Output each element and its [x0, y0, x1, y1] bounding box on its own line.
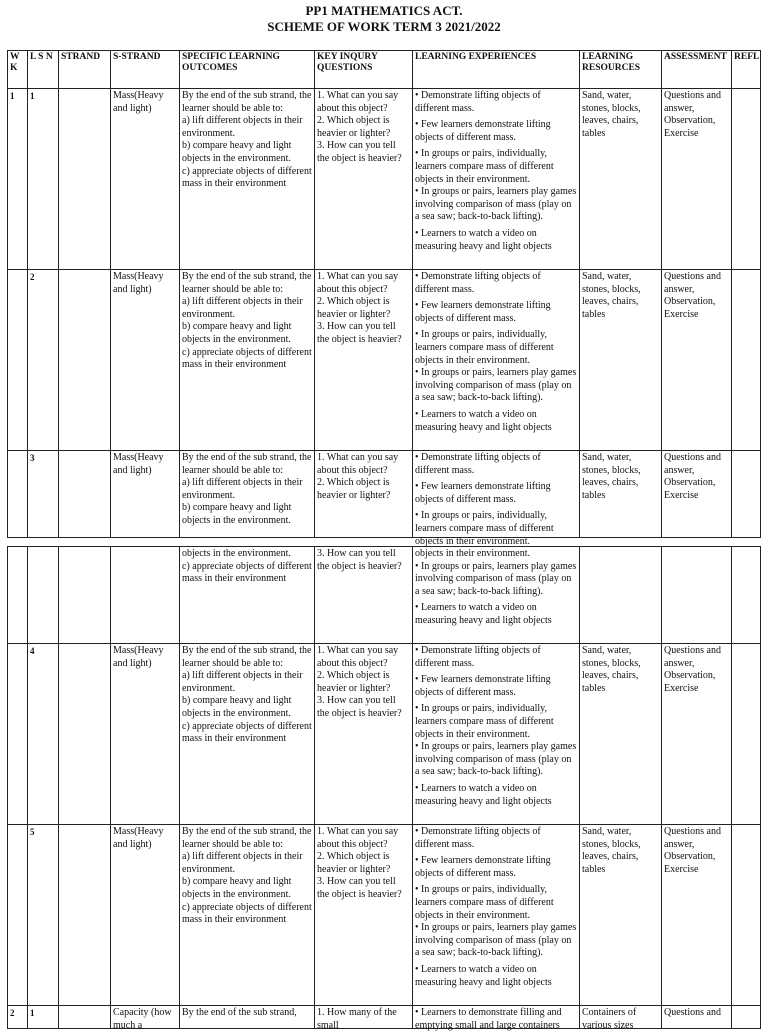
table-row — [8, 644, 761, 825]
header-lsn: L S N — [28, 51, 59, 89]
strand-cell — [59, 644, 111, 825]
outcomes-cell — [180, 451, 315, 538]
experience-3-tail: objects in their environment. — [415, 548, 530, 559]
question-2: 2. Which object is heavier or lighter? — [317, 296, 391, 320]
experience-2: • Few learners demonstrate lifting objects of different mass. — [415, 300, 551, 324]
outcome-c: c) appreciate objects of different mass in their environment — [182, 901, 312, 926]
outcome-intro: By the end of the sub strand, the learner should be able to: — [182, 90, 312, 114]
outcome-c: c) appreciate objects of different mass in their environment — [182, 720, 312, 745]
experience-1: • Demonstrate lifting objects of different mass. — [415, 452, 541, 476]
assessment-cell: Questions and answer, Observation, Exercise — [662, 270, 732, 451]
outcome-b: b) compare heavy and light objects in the environment. — [182, 695, 292, 719]
sstrand-cell: Mass(Heavy and light) — [111, 644, 180, 825]
question-2: 2. Which object is heavier or lighter? — [317, 115, 391, 139]
week-cell: 1 — [8, 89, 28, 270]
header-refl: REFL — [732, 51, 761, 89]
sstrand-cell: Mass(Heavy and light) — [111, 451, 180, 538]
header-resources: LEARNING RESOURCES — [580, 51, 662, 89]
resources-cell: Containers of various sizes — [580, 1006, 662, 1029]
experiences-cell — [413, 825, 580, 1006]
resources-cell: Sand, water, stones, blocks, leaves, chairs, tables — [580, 270, 662, 451]
week-cell — [8, 644, 28, 825]
experience-3: • In groups or pairs, individually, learners compare mass of different objects in their environment. — [415, 703, 554, 740]
table-row — [8, 825, 761, 1006]
week-cell — [8, 547, 28, 644]
experience-4b: involving comparison of mass (play on a sea saw; back-to-back lifting). — [415, 753, 572, 778]
header-row — [8, 51, 761, 89]
experiences-cell — [413, 270, 580, 451]
lesson-cell: 5 — [28, 825, 59, 1006]
sstrand-cell: Mass(Heavy and light) — [111, 270, 180, 451]
outcomes-cell — [180, 825, 315, 1006]
resources-cell: Sand, water, stones, blocks, leaves, chairs, tables — [580, 89, 662, 270]
week-cell: 2 — [8, 1006, 28, 1029]
strand-cell — [59, 547, 111, 644]
outcome-b: b) compare heavy and light objects in the environment. — [182, 502, 292, 526]
outcome-b: b) compare heavy and light objects in the environment. — [182, 321, 292, 345]
experience-1: • Demonstrate lifting objects of different mass. — [415, 271, 541, 295]
experience-3: • In groups or pairs, individually, learners compare mass of different objects in their environment. — [415, 148, 554, 185]
experiences-cell: • Learners to demonstrate filling and emptying small and large containers — [413, 1006, 580, 1029]
question-1: 1. What can you say about this object? — [317, 90, 399, 114]
experience-4b: involving comparison of mass (play on a sea saw; back-to-back lifting). — [415, 573, 572, 597]
question-1: 1. What can you say about this object? — [317, 271, 399, 295]
header-wk: W K — [8, 51, 28, 89]
outcome-a: a) lift different objects in their environment. — [182, 477, 303, 501]
strand-cell — [59, 270, 111, 451]
resources-cell — [580, 547, 662, 644]
strand-cell — [59, 825, 111, 1006]
experience-5: • Learners to watch a video on measuring heavy and light objects — [415, 227, 552, 252]
lesson-cell: 1 — [28, 89, 59, 270]
assessment-cell: Questions and answer, Observation, Exercise — [662, 825, 732, 1006]
question-1: 1. What can you say about this object? — [317, 645, 399, 669]
resources-cell: Sand, water, stones, blocks, leaves, chairs, tables — [580, 825, 662, 1006]
outcome-a: a) lift different objects in their environment. — [182, 296, 303, 320]
sstrand-cell: Mass(Heavy and light) — [111, 825, 180, 1006]
outcomes-cell — [180, 270, 315, 451]
question-3: 3. How can you tell the object is heavier? — [317, 140, 402, 164]
question-2: 2. Which object is heavier or lighter? — [317, 477, 391, 501]
lesson-cell: 1 — [28, 1006, 59, 1029]
question-3: 3. How can you tell the object is heavier? — [317, 876, 402, 900]
questions-cell — [315, 89, 413, 270]
experience-5: • Learners to watch a video on measuring heavy and light objects — [415, 963, 552, 988]
outcome-intro: By the end of the sub strand, the learner should be able to: — [182, 271, 312, 295]
outcome-c: c) appreciate objects of different mass in their environment — [182, 346, 312, 371]
experience-4b: involving comparison of mass (play on a sea saw; back-to-back lifting). — [415, 198, 572, 223]
page-title: PP1 MATHEMATICS ACT. — [305, 3, 463, 18]
outcomes-cell: By the end of the sub strand, — [180, 1006, 315, 1029]
experience-3: • In groups or pairs, individually, learners compare mass of different objects in their environment. — [415, 510, 554, 547]
question-1: 1. What can you say about this object? — [317, 452, 399, 476]
experience-1: • Demonstrate lifting objects of different mass. — [415, 90, 541, 114]
week-cell — [8, 825, 28, 1006]
scheme-table-part1 — [7, 50, 761, 547]
outcome-a: a) lift different objects in their environment. — [182, 115, 303, 139]
question-1: 1. What can you say about this object? — [317, 826, 399, 850]
questions-cell: 1. How many of the small — [315, 1006, 413, 1029]
table-row — [8, 451, 761, 538]
experience-5: • Learners to watch a video on measuring heavy and light objects — [415, 408, 552, 433]
questions-cell — [315, 270, 413, 451]
refl-cell — [732, 89, 761, 270]
outcome-intro: By the end of the sub strand, the learner should be able to: — [182, 645, 312, 669]
lesson-cell — [28, 547, 59, 644]
experience-2: • Few learners demonstrate lifting objects of different mass. — [415, 855, 551, 879]
experience-4a: • In groups or pairs, learners play games — [415, 922, 577, 934]
experience-1: • Demonstrate lifting objects of different mass. — [415, 645, 541, 669]
header-sstrand: S-STRAND — [111, 51, 180, 89]
refl-cell — [732, 270, 761, 451]
header-experiences: LEARNING EXPERIENCES — [413, 51, 580, 89]
questions-cell — [315, 547, 413, 644]
week-cell — [8, 451, 28, 538]
experience-4a: • In groups or pairs, learners play games — [415, 741, 577, 753]
outcome-b: b) compare heavy and light objects in the environment. — [182, 876, 292, 900]
experience-4b: involving comparison of mass (play on a sea saw; back-to-back lifting). — [415, 934, 572, 959]
question-3: 3. How can you tell the object is heavier? — [317, 548, 402, 572]
experience-4b: involving comparison of mass (play on a sea saw; back-to-back lifting). — [415, 379, 572, 404]
experience-5: • Learners to watch a video on measuring heavy and light objects — [415, 782, 552, 807]
experiences-cell — [413, 547, 580, 644]
question-3: 3. How can you tell the object is heavier? — [317, 695, 402, 719]
questions-cell — [315, 644, 413, 825]
assessment-cell: Questions and answer, Observation, Exercise — [662, 451, 732, 538]
experience-2: • Few learners demonstrate lifting objects of different mass. — [415, 119, 551, 143]
outcome-a: a) lift different objects in their environment. — [182, 851, 303, 875]
header-outcomes: SPECIFIC LEARNING OUTCOMES — [180, 51, 315, 89]
sstrand-cell: Capacity (how much a — [111, 1006, 180, 1029]
assessment-cell — [662, 547, 732, 644]
experiences-cell — [413, 451, 580, 547]
outcome-b-tail: objects in the environment. — [182, 548, 291, 559]
header-questions: KEY INQURY QUESTIONS — [315, 51, 413, 89]
experiences-cell — [413, 644, 580, 825]
question-2: 2. Which object is heavier or lighter? — [317, 851, 391, 875]
questions-cell — [315, 825, 413, 1006]
header-strand: STRAND — [59, 51, 111, 89]
sstrand-cell — [111, 547, 180, 644]
outcome-intro: By the end of the sub strand, the learner should be able to: — [182, 826, 312, 850]
table-row — [8, 89, 761, 270]
refl-cell — [732, 825, 761, 1006]
experience-2: • Few learners demonstrate lifting objects of different mass. — [415, 674, 551, 698]
outcomes-cell — [180, 644, 315, 825]
experience-1: • Demonstrate lifting objects of different mass. — [415, 826, 541, 850]
experience-4a: • In groups or pairs, learners play games — [415, 186, 577, 198]
assessment-cell: Questions and answer, Observation, Exercise — [662, 89, 732, 270]
experience-4a: • In groups or pairs, learners play games — [415, 560, 577, 572]
lesson-cell: 3 — [28, 451, 59, 538]
outcome-a: a) lift different objects in their environment. — [182, 670, 303, 694]
questions-cell — [315, 451, 413, 538]
assessment-cell: Questions and — [662, 1006, 732, 1029]
outcome-c: c) appreciate objects of different mass in their environment — [182, 560, 312, 585]
scheme-table-part2 — [7, 546, 761, 1029]
outcomes-cell — [180, 89, 315, 270]
strand-cell — [59, 1006, 111, 1029]
strand-cell — [59, 451, 111, 538]
strand-cell — [59, 89, 111, 270]
table-row — [8, 1006, 761, 1029]
experience-3: • In groups or pairs, individually, learners compare mass of different objects in their environment. — [415, 329, 554, 366]
refl-cell — [732, 451, 761, 538]
resources-cell: Sand, water, stones, blocks, leaves, chairs, tables — [580, 644, 662, 825]
outcomes-cell — [180, 547, 315, 644]
experience-2: • Few learners demonstrate lifting objects of different mass. — [415, 481, 551, 505]
header-assessment: ASSESSMENT — [662, 51, 732, 89]
question-3: 3. How can you tell the object is heavier? — [317, 321, 402, 345]
refl-cell — [732, 644, 761, 825]
table-row — [8, 270, 761, 451]
lesson-cell: 4 — [28, 644, 59, 825]
table-row — [8, 547, 761, 644]
week-cell — [8, 270, 28, 451]
sstrand-cell: Mass(Heavy and light) — [111, 89, 180, 270]
lesson-cell: 2 — [28, 270, 59, 451]
experience-5: • Learners to watch a video on measuring heavy and light objects — [415, 602, 552, 626]
question-2: 2. Which object is heavier or lighter? — [317, 670, 391, 694]
experience-4a: • In groups or pairs, learners play games — [415, 367, 577, 379]
outcome-intro: By the end of the sub strand, the learner should be able to: — [182, 452, 312, 476]
resources-cell: Sand, water, stones, blocks, leaves, chairs, tables — [580, 451, 662, 538]
outcome-b: b) compare heavy and light objects in the environment. — [182, 140, 292, 164]
page-subtitle: SCHEME OF WORK TERM 3 2021/2022 — [267, 19, 501, 34]
experiences-cell — [413, 89, 580, 270]
refl-cell — [732, 1006, 761, 1029]
outcome-c: c) appreciate objects of different mass in their environment — [182, 165, 312, 190]
experience-3: • In groups or pairs, individually, learners compare mass of different objects in their environment. — [415, 884, 554, 921]
assessment-cell: Questions and answer, Observation, Exercise — [662, 644, 732, 825]
refl-cell — [732, 547, 761, 644]
